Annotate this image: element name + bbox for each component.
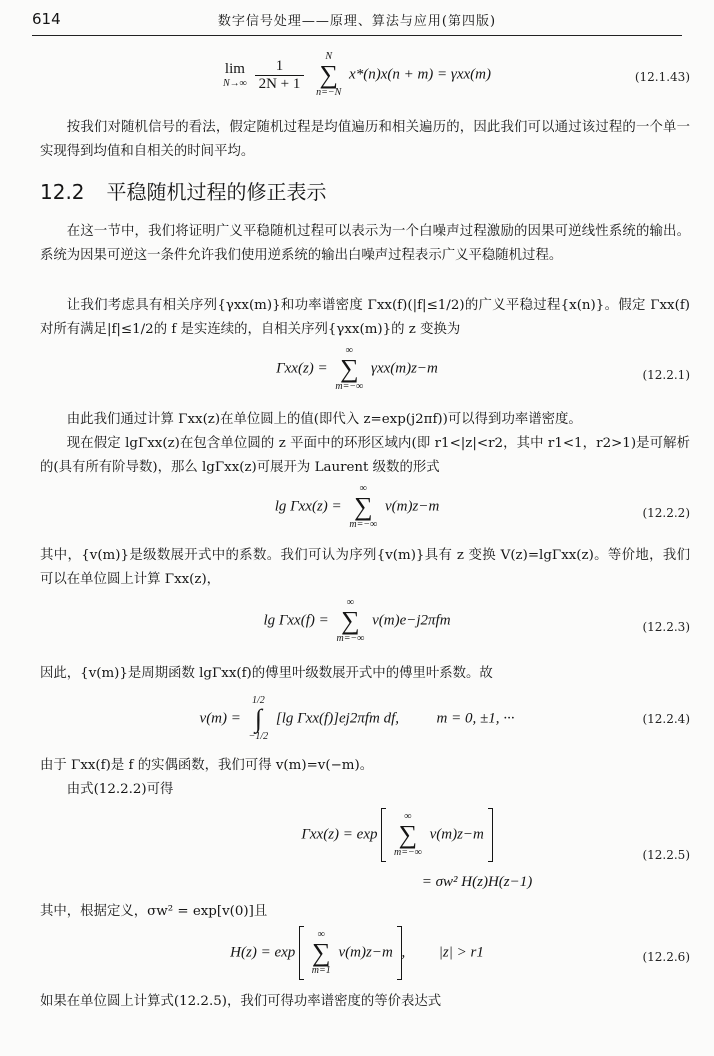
paragraph: 现在假定 lgΓxx(z)在包含单位圆的 z 平面中的环形区域内(即 r1<|z|<r2，其中 r1<1，r2>1)是可解析的(具有所有阶导数)，那么 lgΓxx(z)可展开为 Laurent 级数的形式 — [40, 436, 690, 475]
equation-condition: |z| > r1 — [438, 944, 484, 961]
equation-12-2-2: lg Γxx(z) = ∞ ∑ m=−∞ v(m)z−m (12.2.2) — [274, 483, 690, 530]
sum-lower: m=−∞ — [335, 381, 364, 392]
fraction-numerator: 1 — [255, 58, 305, 76]
sum-lower: m=−∞ — [393, 847, 422, 858]
equation-line-2: = σw² H(z)H(z−1) — [421, 874, 533, 890]
section-title: 平稳随机过程的修正表示 — [106, 180, 327, 204]
sum-upper: ∞ — [317, 929, 325, 940]
sum-lower: m=1 — [311, 965, 331, 976]
equation-condition: m = 0, ±1, ··· — [436, 710, 515, 727]
equation-number: (12.2.1) — [642, 368, 690, 382]
sum-upper: ∞ — [346, 597, 354, 608]
section-number: 12.2 — [40, 180, 85, 204]
paragraph: 其中，{v(m)}是级数展开式中的系数。我们可认为序列{v(m)}具有 z 变换 V(z)=lgΓxx(z)。等价地，我们可以在单位圆上计算 Γxx(z)， — [40, 548, 690, 587]
sum-lower: m=−∞ — [336, 633, 365, 644]
equation-12-2-4: v(m) = 1/2 ∫ −1/2 [lg Γxx(f)]ej2πfm df, m = 0, ±1, ··· (12.2.4) — [199, 695, 690, 742]
integral-lower: −1/2 — [248, 731, 269, 742]
equation-12-2-5: Γxx(z) = exp ∞ ∑ m=−∞ v(m)z−m = σw² H(z)H(z−1) (12.2.5) — [0, 808, 714, 904]
equation-12-2-1: Γxx(z) = ∞ ∑ m=−∞ γxx(m)z−m (12.2.1) — [276, 345, 690, 392]
section-heading — [40, 176, 327, 205]
paragraph: 如果在单位圆上计算式(12.2.5)，我们可得功率谱密度的等价表达式 — [40, 994, 442, 1009]
equation-12-2-6: H(z) = exp ∞ ∑ m=1 v(m)z−m , |z| > r1 (12.2.6) — [0, 926, 714, 990]
page-header — [0, 8, 714, 34]
header-rule — [32, 35, 682, 36]
lim-operator: lim — [224, 61, 245, 78]
paragraph: 按我们对随机信号的看法，假定随机过程是均值遍历和相关遍历的，因此我们可以通过该过程的一个单一实现得到均值和自相关的时间平均。 — [40, 120, 690, 159]
equation-body: v(m)z−m — [385, 498, 440, 515]
fraction-denominator: 2N + 1 — [258, 75, 301, 92]
equation-12-1-43: lim N→∞ $\frac{1}{2N + 1}$ N ∑ n=−N x*(n)x(n + m) = γxx(m) (12.1.43) — [223, 51, 690, 98]
equation-number: (12.2.3) — [642, 620, 690, 634]
equation-number: (12.2.4) — [642, 712, 690, 726]
equation-body: x*(n)x(n + m) = γxx(m) — [349, 66, 491, 83]
equation-body: [lg Γxx(f)]ej2πfm df, — [275, 710, 400, 727]
equation-number: (12.2.2) — [642, 506, 690, 520]
equation-body: v(m)z−m — [429, 826, 484, 843]
equation-number: (12.2.6) — [642, 950, 690, 964]
equation-body: v(m)e−j2πfm — [372, 612, 451, 629]
paragraph: 其中，根据定义，σw² = exp[v(0)]且 — [40, 904, 268, 919]
paragraph: 由式(12.2.2)可得 — [66, 782, 174, 797]
equation-lhs: lg Γxx(f) = — [263, 612, 329, 629]
paragraph: 让我们考虑具有相关序列{γxx(m)}和功率谱密度 Γxx(f)(|f|≤1/2)的广义平稳过程{x(n)}。假定 Γxx(f)对所有满足|f|≤1/2的 f 是实连续的，自相关序列{γxx(m)}的 z 变换为 — [40, 298, 690, 337]
equation-lhs: Γxx(z) = exp — [301, 826, 378, 843]
paragraph: 由于 Γxx(f)是 f 的实偶函数，我们可得 v(m)=v(−m)。 — [40, 758, 374, 773]
equation-body: γxx(m)z−m — [371, 360, 438, 377]
sum-upper: ∞ — [404, 811, 412, 822]
sum-upper: ∞ — [345, 345, 353, 356]
paragraph: 由此我们通过计算 Γxx(z)在单位圆上的值(即代入 z=exp(j2πf))可以得到功率谱密度。 — [66, 412, 582, 427]
page-number: 614 — [32, 10, 61, 28]
paragraph: 在这一节中，我们将证明广义平稳随机过程可以表示为一个白噪声过程激励的因果可逆线性系统的输出。系统为因果可逆这一条件允许我们使用逆系统的输出白噪声过程表示广义平稳随机过程。 — [40, 224, 690, 263]
equation-body: v(m)z−m — [338, 944, 393, 961]
sum-upper: ∞ — [359, 483, 367, 494]
equation-lhs: lg Γxx(z) = — [274, 498, 342, 515]
equation-number: (12.1.43) — [634, 70, 690, 84]
equation-lhs: Γxx(z) = — [276, 360, 328, 377]
equation-lhs: H(z) = exp — [230, 944, 296, 961]
running-title: 数字信号处理——原理、算法与应用(第四版) — [217, 14, 497, 29]
sum-lower: m=−∞ — [349, 519, 378, 530]
sum-upper: N — [325, 51, 333, 62]
integral-upper: 1/2 — [252, 695, 265, 706]
lim-subscript: N→∞ — [223, 77, 247, 89]
equation-12-2-3: lg Γxx(f) = ∞ ∑ m=−∞ v(m)e−j2πfm (12.2.3) — [263, 597, 690, 644]
paragraph: 因此，{v(m)}是周期函数 lgΓxx(f)的傅里叶级数展开式中的傅里叶系数。故 — [40, 666, 493, 681]
sum-lower: n=−N — [316, 87, 342, 98]
equation-lhs: v(m) = — [199, 710, 241, 727]
equation-number: (12.2.5) — [642, 848, 690, 862]
